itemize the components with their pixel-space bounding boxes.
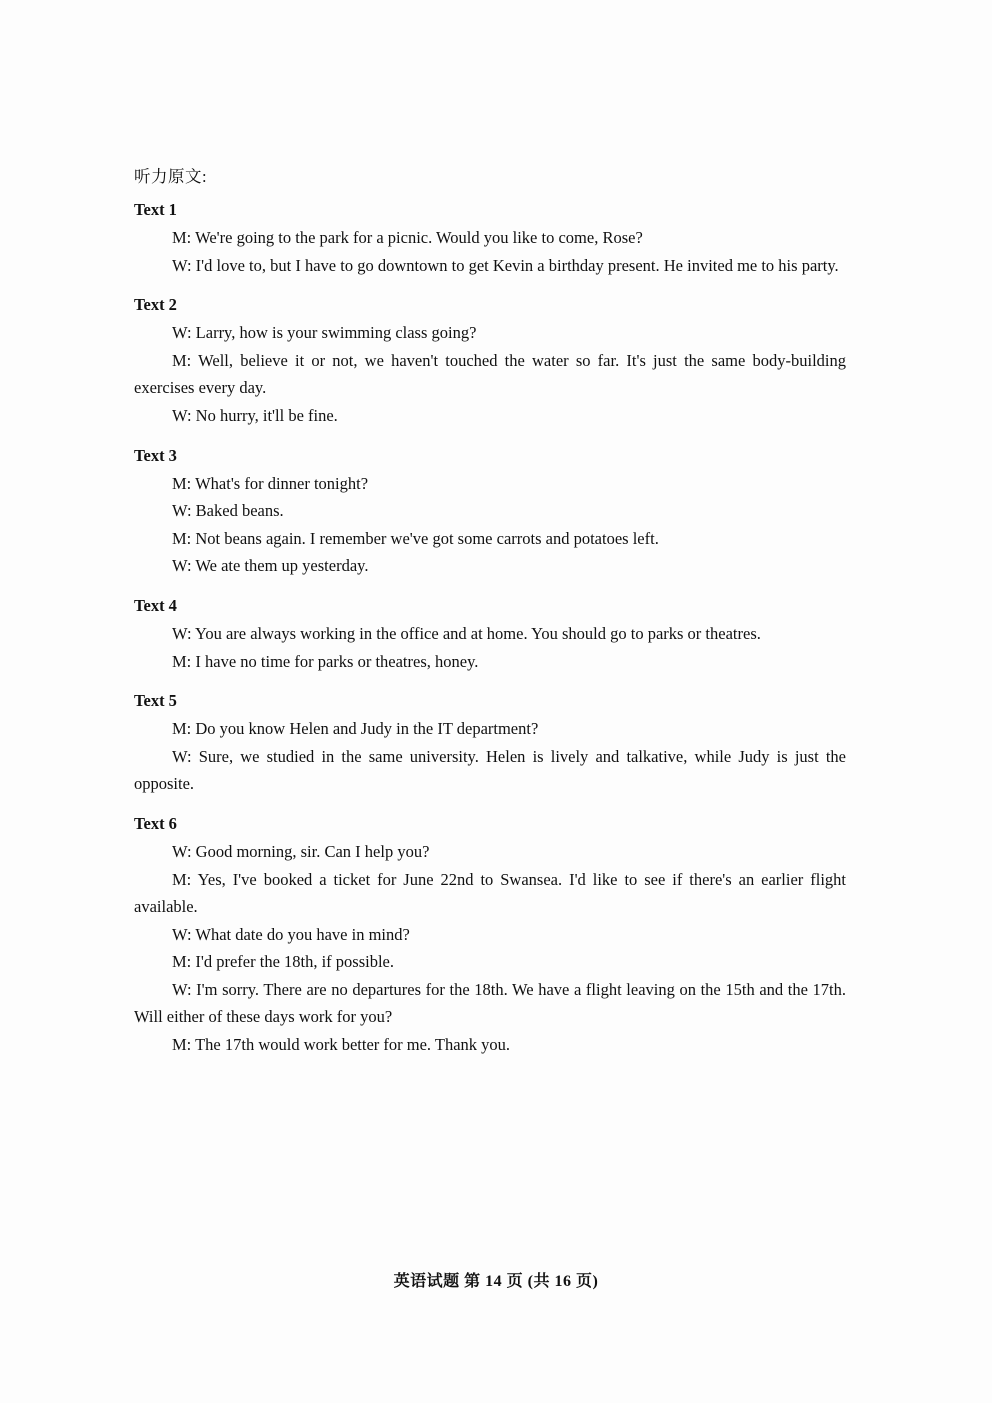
dialogue-line: W: I'm sorry. There are no departures for the 18th. We have a flight leaving on the 15th and the 17th. Will either of these days work for you?	[134, 979, 846, 1027]
dialogue-line: W: Sure, we studied in the same university. Helen is lively and talkative, while Judy is just the opposite.	[134, 746, 846, 794]
transcript-content	[134, 163, 846, 1071]
dialogue-line: W: You are always working in the office and at home. You should go to parks or theatres.	[172, 623, 761, 643]
dialogue-line: M: I'd prefer the 18th, if possible.	[172, 952, 395, 972]
section-text-4	[134, 592, 846, 675]
section-title: Text 6	[134, 813, 177, 833]
dialogue-line: W: Baked beans.	[172, 501, 284, 521]
section-text-6	[134, 810, 846, 1059]
section-text-3	[134, 442, 846, 580]
section-text-2	[134, 291, 846, 429]
dialogue-line: M: Not beans again. I remember we've got some carrots and potatoes left.	[172, 528, 659, 548]
dialogue-line: M: Yes, I've booked a ticket for June 22nd to Swansea. I'd like to see if there's an earlier flight available.	[134, 869, 846, 917]
dialogue-line: W: We ate them up yesterday.	[172, 556, 369, 576]
dialogue-line: M: What's for dinner tonight?	[172, 473, 369, 493]
dialogue-line: W: I'd love to, but I have to go downtown to get Kevin a birthday present. He invited me to his party.	[172, 255, 839, 275]
transcript-heading: 听力原文:	[134, 167, 208, 186]
section-title: Text 1	[134, 200, 177, 219]
dialogue-line: M: Well, believe it or not, we haven't touched the water so far. It's just the same body-building exercises every day.	[134, 350, 846, 398]
section-text-1	[134, 196, 846, 279]
dialogue-line: W: No hurry, it'll be fine.	[172, 405, 338, 425]
page-footer: 英语试题 第 14 页 (共 16 页)	[393, 1273, 599, 1290]
section-title: Text 2	[134, 295, 177, 315]
section-title: Text 5	[134, 691, 177, 711]
section-text-5	[134, 687, 846, 798]
dialogue-line: M: Do you know Helen and Judy in the IT department?	[172, 719, 539, 739]
dialogue-line: M: I have no time for parks or theatres, honey.	[172, 651, 479, 671]
section-title: Text 3	[134, 445, 177, 465]
dialogue-line: W: Larry, how is your swimming class going?	[172, 323, 477, 343]
section-title: Text 4	[134, 595, 177, 615]
dialogue-line: M: The 17th would work better for me. Thank you.	[172, 1035, 511, 1055]
dialogue-line: W: Good morning, sir. Can I help you?	[172, 841, 430, 861]
dialogue-line: M: We're going to the park for a picnic. Would you like to come, Rose?	[172, 228, 643, 247]
dialogue-line: W: What date do you have in mind?	[172, 924, 410, 944]
